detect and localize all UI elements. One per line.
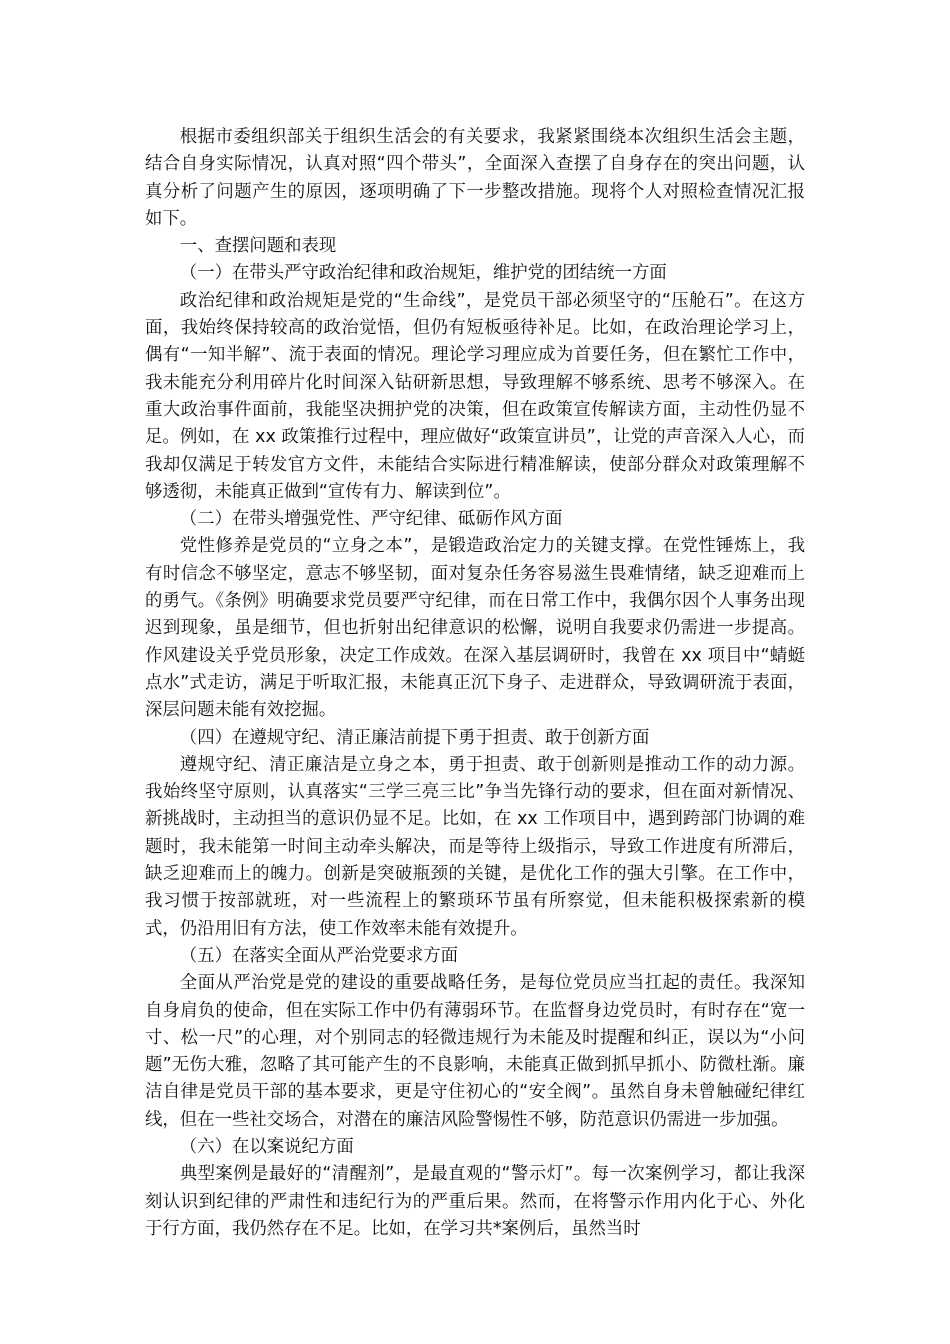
body-paragraph: 遵规守纪、清正廉洁是立身之本，勇于担责、敢于创新则是推动工作的动力源。我始终坚守原则，认真落实“三学三亮三比”争当先锋行动的要求，但在面对新情况、新挑战时，主动担当的意识仍显不足。比如，在 xx 工作项目中，遇到跨部门协调的难题时，我未能第一时间主动牵头解决，而是等待上级指示，导致工作进度有所滞后，缺乏迎难而上的魄力。创新是突破瓶颈的关键，是优化工作的强大引擎。在工作中，我习惯于按部就班，对一些流程上的繁琐环节虽有所察觉，但未能积极探索新的模式，仍沿用旧有方法，使工作效率未能有效提升。 [145,754,805,939]
intro-paragraph: 根据市委组织部关于组织生活会的有关要求，我紧紧围绕本次组织生活会主题，结合自身实际情况，认真对照“四个带头”，全面深入查摆了自身存在的突出问题，认真分析了问题产生的原因，逐项明确了下一步整改措施。现将个人对照检查情况汇报如下。 [145,127,805,229]
body-paragraph: 政治纪律和政治规矩是党的“生命线”，是党员干部必须坚守的“压舱石”。在这方面，我始终保持较高的政治觉悟，但仍有短板亟待补足。比如，在政治理论学习上，偶有“一知半解”、流于表面的情况。理论学习理应成为首要任务，但在繁忙工作中，我未能充分利用碎片化时间深入钻研新思想，导致理解不够系统、思考不够深入。在重大政治事件面前，我能坚决拥护党的决策，但在政策宣传解读方面，主动性仍显不足。例如，在 xx 政策推行过程中，理应做好“政策宣讲员”，让党的声音深入人心，而我却仅满足于转发官方文件，未能结合实际进行精准解读，使部分群众对政策理解不够透彻，未能真正做到“宣传有力、解读到位”。 [145,290,805,502]
section-heading-problems: 一、查摆问题和表现 [179,236,337,257]
subsection-heading-6: （六）在以案说纪方面 [179,1136,354,1157]
subsection-heading-1: （一）在带头严守政治纪律和政治规矩，维护党的团结统一方面 [179,263,667,284]
subsection-heading-4: （四）在遵规守纪、清正廉洁前提下勇于担责、敢于创新方面 [179,727,650,748]
subsection-heading-2: （二）在带头增强党性、严守纪律、砥砺作风方面 [179,509,563,530]
body-paragraph: 全面从严治党是党的建设的重要战略任务，是每位党员应当扛起的责任。我深知自身肩负的使命，但在实际工作中仍有薄弱环节。在监督身边党员时，有时存在“宽一寸、松一尺”的心理，对个别同志的轻微违规行为未能及时提醒和纠正，误以为“小问题”无伤大雅，忽略了其可能产生的不良影响，未能真正做到抓早抓小、防微杜渐。廉洁自律是党员干部的基本要求，更是守住初心的“安全阀”。虽然自身未曾触碰纪律红线，但在一些社交场合，对潜在的廉洁风险警惕性不够，防范意识仍需进一步加强。 [145,973,805,1130]
document-page [145,124,805,1243]
body-paragraph: 党性修养是党员的“立身之本”，是锻造政治定力的关键支撑。在党性锤炼上，我有时信念不够坚定，意志不够坚韧，面对复杂任务容易滋生畏难情绪，缺乏迎难而上的勇气。《条例》明确要求党员要严守纪律，而在日常工作中，我偶尔因个人事务出现迟到现象，虽是细节，但也折射出纪律意识的松懈，说明自我要求仍需进一步提高。作风建设关乎党员形象，决定工作成效。在深入基层调研时，我曾在 xx 项目中“蜻蜓点水”式走访，满足于听取汇报，未能真正沉下身子、走进群众，导致调研流于表面，深层问题未能有效挖掘。 [145,536,805,721]
body-paragraph: 典型案例是最好的“清醒剂”，是最直观的“警示灯”。每一次案例学习，都让我深刻认识到纪律的严肃性和违纪行为的严重后果。然而，在将警示作用内化于心、外化于行方面，我仍然存在不足。比如，在学习共*案例后，虽然当时 [145,1164,805,1239]
subsection-heading-5: （五）在落实全面从严治党要求方面 [179,945,459,966]
